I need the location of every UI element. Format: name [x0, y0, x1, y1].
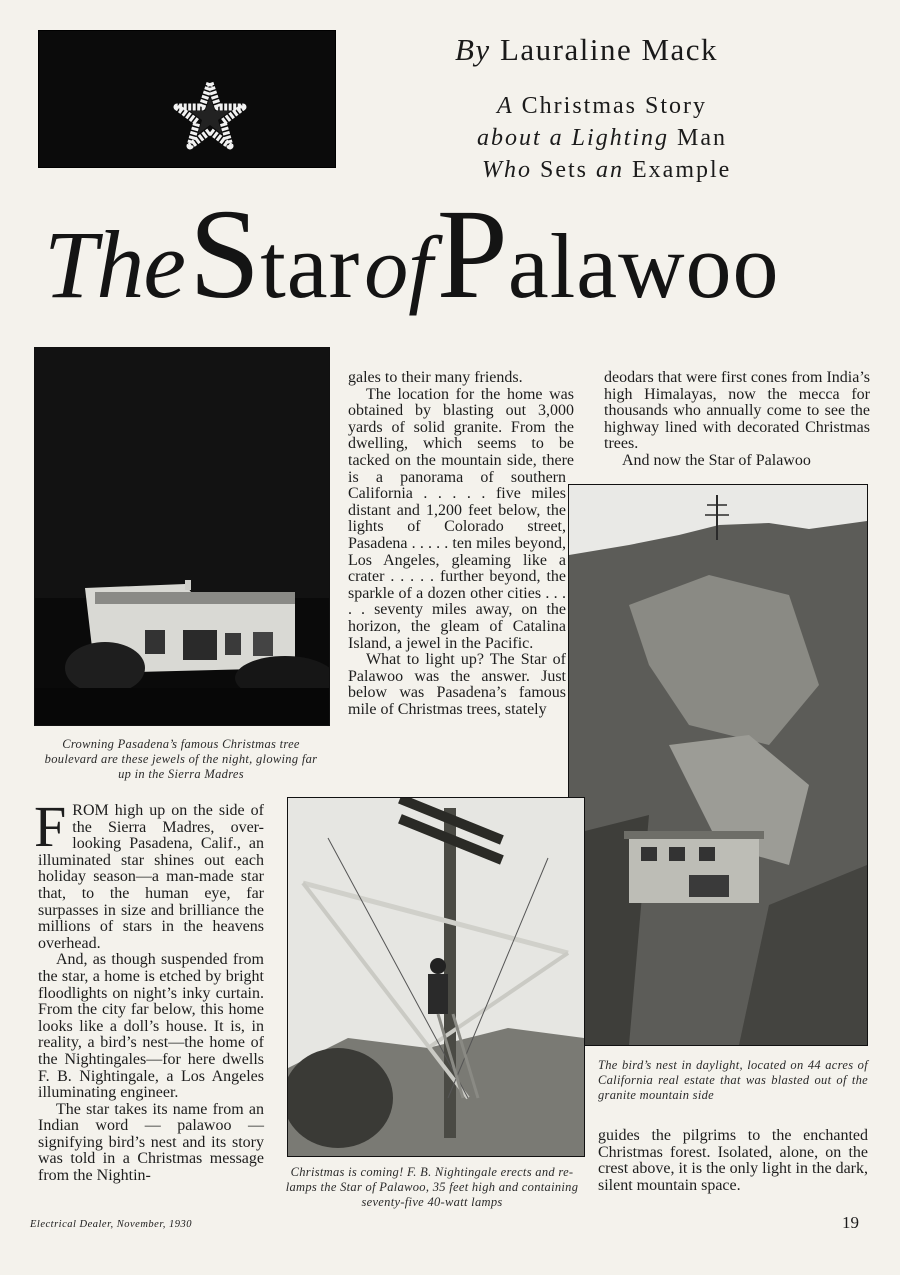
publication-footer: Electrical Dealer, November, 1930	[30, 1219, 193, 1230]
drop-cap: F	[34, 794, 67, 859]
title-tar: tar	[260, 215, 361, 317]
col1-paragraph-2: And, as though suspended from the star, a home is etched by bright floodlights on night’s inky curtain. From the city far below, this home looks like a doll’s house. It is, in reality, a bird’s nest—the home of the Nightingales—for here dwells F. B. Nightingale, a Los Angeles illuminating engineer.	[38, 951, 264, 1102]
subtitle-sets: Sets	[540, 157, 589, 183]
hillside-image	[569, 485, 867, 1045]
column-3-text	[604, 370, 870, 470]
author-name: Lauraline Mack	[499, 32, 719, 67]
subtitle-man: Man	[677, 125, 728, 151]
page-number: 19	[842, 1213, 859, 1232]
hillside-daylight-photo	[568, 484, 868, 1046]
title-s: S	[189, 183, 261, 325]
column-1-text	[34, 794, 264, 1185]
byline-by: By	[455, 32, 491, 67]
title-the: The	[44, 211, 185, 318]
col2-paragraph-1: gales to their many friends.	[348, 369, 523, 386]
subtitle-lighting: Lighting	[571, 125, 670, 151]
subtitle-an: an	[596, 157, 625, 183]
subtitle-line-3	[482, 154, 731, 186]
subtitle-a: A	[497, 93, 514, 119]
title-alawoo: alawoo	[507, 215, 780, 317]
pole-photo	[287, 797, 585, 1157]
title-of: of	[364, 220, 433, 317]
house-night-image	[35, 348, 329, 725]
caption-daylight: The bird’s nest in daylight, located on 44 acres of California real estate that was blasted out of the granite mountain side	[598, 1058, 868, 1102]
col3-paragraph-1: deodars that were first cones from India’s high Himalayas, now the mecca for thousands who annually come to see the highway lined with decorated Christmas trees.	[604, 369, 870, 453]
star-icon	[39, 31, 335, 167]
col1-paragraph-3: The star takes its name from an Indian word — palawoo — signifying bird’s nest and its story was told in a Christmas message from the Nightin-	[38, 1100, 264, 1185]
column-2-text	[348, 370, 584, 793]
col3b-paragraph-1: guides the pilgrims to the enchanted Christmas forest. Isolated, alone, on the crest above, it is the only light in the dark, silent mountain space.	[598, 1127, 868, 1194]
col2-paragraph-3: What to light up? The Star of Palawoo was the answer. Just below was Pasadena’s famous mile of Christmas trees, stately	[348, 651, 566, 718]
subtitle-line-2	[477, 122, 727, 154]
subtitle-about-a: about a	[477, 125, 564, 151]
house-night-photo	[34, 347, 330, 726]
subtitle-line-1	[497, 90, 707, 122]
col2-paragraph-2: The location for the home was obtained by blasting out 3,000 yards of solid granite. From the dwelling, which seems to be tacked on the mountain side, there is a panorama of southern California . . . . . five miles distant and 1,200 feet below, the lights of Colorado street, Pasadena . . . . . ten miles beyond, Los Angeles, gleaming like a crater . . . . . further beyond, the sparkle of a dozen other cities . . . . . seventy miles away, on the horizon, the gleam of Catalina Island, a jewel in the Pacific.	[348, 385, 574, 652]
caption-house-night: Crowning Pasadena’s famous Christmas tree boulevard are these jewels of the night, glowing far up in the Sierra Madres	[44, 737, 318, 781]
col3-paragraph-2: And now the Star of Palawoo	[622, 451, 811, 469]
subtitle-example: Example	[632, 157, 732, 183]
column-3-bottom-text	[598, 1128, 868, 1194]
title-p: P	[436, 183, 508, 325]
subtitle-who: Who	[482, 157, 532, 183]
article-title	[44, 183, 780, 325]
byline	[455, 32, 718, 68]
col1-paragraph-1: ROM high up on the side of the Sierra Madres, over-looking Pasadena, Calif., an illuminated star shines out each holiday season—a man-made star that, to the human eye, far surpasses in size and brilliance the millions of stars in the heavens overhead.	[38, 802, 264, 952]
subtitle-christmas-story: Christmas Story	[521, 93, 708, 119]
star-banner-photo	[38, 30, 336, 168]
pole-image	[288, 798, 584, 1156]
caption-pole: Christmas is coming! F. B. Nightingale erects and re-lamps the Star of Palawoo, 35 feet high and containing seventy-five 40-watt lamps	[285, 1165, 579, 1209]
